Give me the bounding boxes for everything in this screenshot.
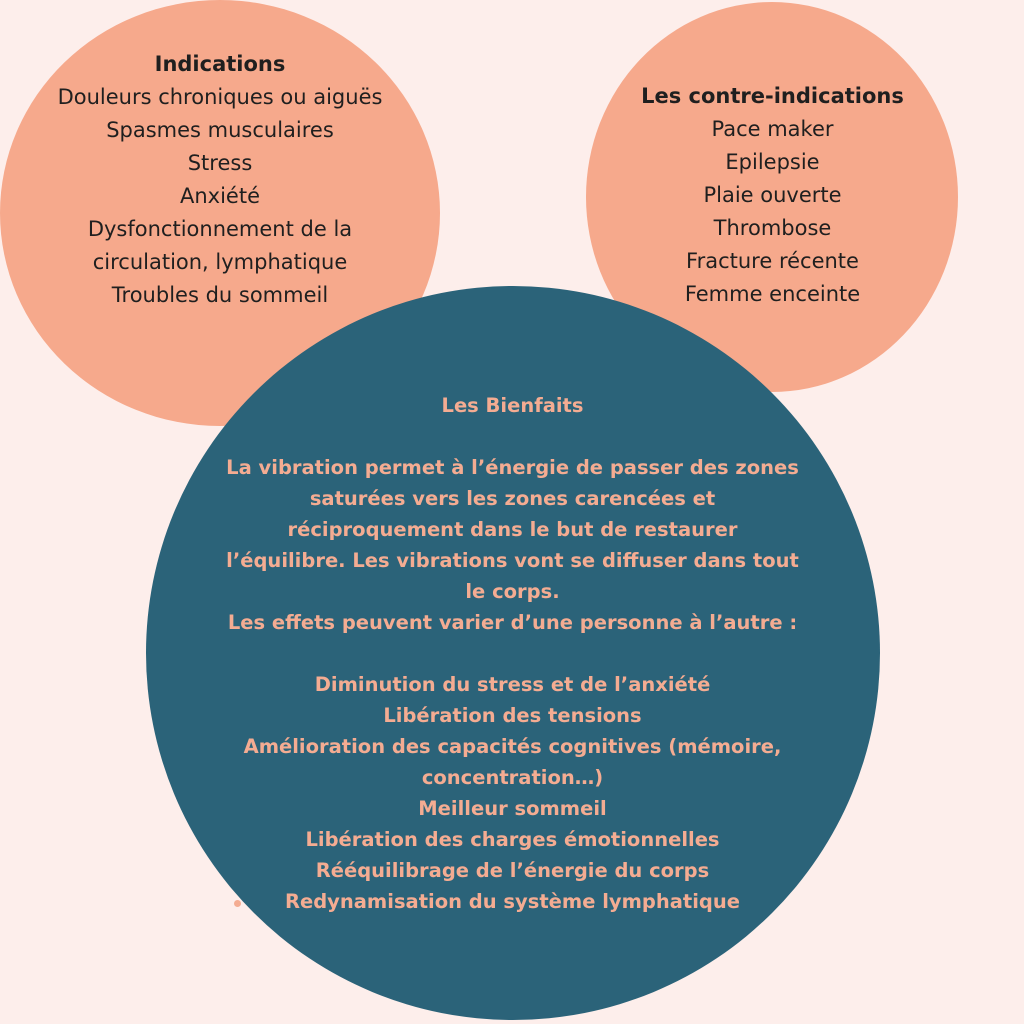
contre-indication-item: Femme enceinte [684,282,861,306]
contre-indication-item: Thrombose [713,216,832,240]
indication-item: Troubles du sommeil [111,283,329,307]
bienfaits-effect-item: Amélioration des capacités cognitives (mémoire, [243,735,782,758]
spacer [200,638,825,669]
bienfaits-effect-item: Diminution du stress et de l’anxiété [314,673,711,696]
bienfaits-effect-item: Meilleur sommeil [418,797,607,820]
indication-item: Stress [187,151,253,175]
indication-item: Douleurs chroniques ou aiguës [57,85,383,109]
contre-indication-item: Pace maker [711,117,834,141]
indication-item: circulation, lymphatique [92,250,348,274]
bienfaits-effect-item: concentration…) [421,766,604,789]
bienfaits-description-line: La vibration permet à l’énergie de passer des zones [226,456,799,479]
indication-item: Anxiété [179,184,260,208]
bienfaits-description-line: l’équilibre. Les vibrations vont se diffuser dans tout [226,549,799,572]
bienfaits-description-line: Les effets peuvent varier d’une personne à l’autre : [227,611,798,634]
indications-title: Indications [154,52,286,76]
bienfaits-effect-item: Rééquilibrage de l’énergie du corps [315,859,710,882]
spacer [200,421,825,452]
contre-indication-item: Plaie ouverte [703,183,842,207]
indication-item: Spasmes musculaires [106,118,334,142]
bienfaits-title: Les Bienfaits [441,394,584,417]
bienfaits-description-line: réciproquement dans le but de restaurer [287,518,738,541]
bienfaits-effect-item: Redynamisation du système lymphatique [284,890,740,913]
bullet-dot-icon [234,900,241,907]
indications-section [20,48,420,312]
contre-indication-item: Fracture récente [686,249,859,273]
bienfaits-effect-item: Libération des tensions [383,704,642,727]
contre-indication-item: Epilepsie [725,150,820,174]
contre-indications-section [600,80,945,311]
bienfaits-section [200,390,825,917]
bienfaits-description-line: le corps. [465,580,560,603]
bienfaits-effect-item: Libération des charges émotionnelles [305,828,720,851]
bienfaits-description-line: saturées vers les zones carencées et [309,487,716,510]
indication-item: Dysfonctionnement de la [87,217,353,241]
contre-indications-title: Les contre-indications [641,84,904,108]
